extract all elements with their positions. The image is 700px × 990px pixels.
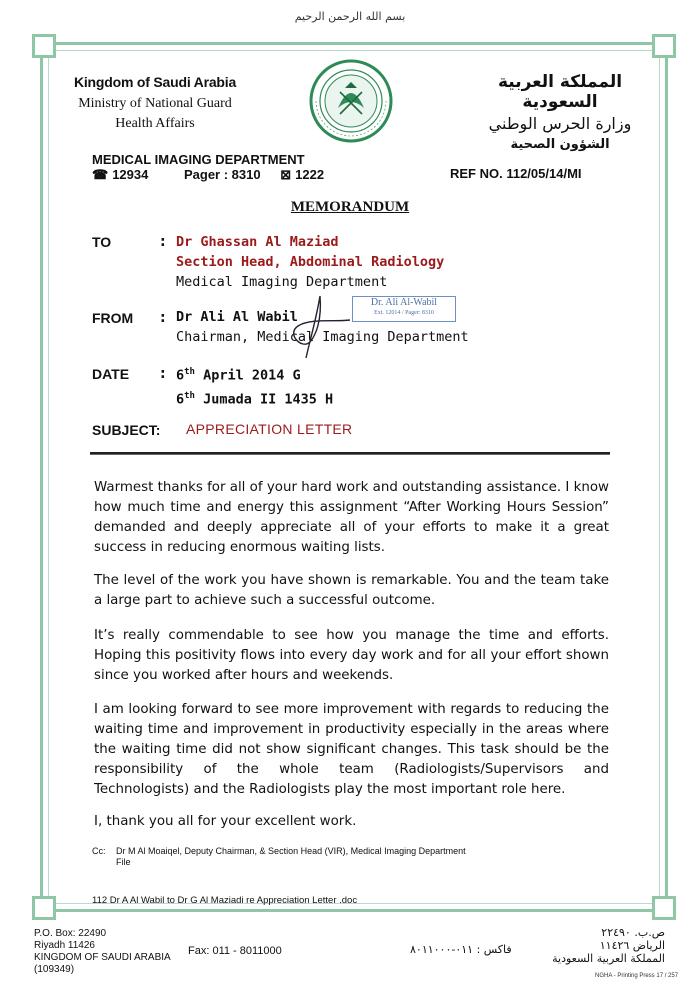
phone-number: ☎ 12934 <box>92 167 149 182</box>
border-corner-bottom-right <box>652 896 676 920</box>
ministry-name: Ministry of National Guard <box>78 96 232 111</box>
from-colon: : <box>160 310 166 326</box>
affairs-name-arabic: الشؤون الصحية <box>510 137 610 152</box>
sender-name: Dr Ali Al Wabil <box>176 309 298 325</box>
footer-pobox-arabic: ص.ب. ٢٢٤٩٠ <box>601 926 665 939</box>
stamp-contact: Ext. 12014 / Pager: 8310 <box>374 310 434 316</box>
recipient-name: Dr Ghassan Al Maziad <box>176 234 339 250</box>
national-guard-emblem-icon <box>308 58 394 144</box>
file-reference: 112 Dr A Al Wabil to Dr G Al Maziadi re Appreciation Letter .doc <box>92 895 358 906</box>
date-values <box>176 362 333 409</box>
cc-list <box>92 846 466 868</box>
subject-label: SUBJECT: <box>92 422 161 438</box>
date-hijri: 6th Jumada II 1435 H <box>176 390 334 407</box>
to-colon: : <box>160 234 166 250</box>
bismillah-calligraphy: بسم الله الرحمن الرحيم <box>294 10 406 23</box>
name-stamp <box>352 296 456 322</box>
reference-number: REF NO. 112/05/14/MI <box>450 166 582 181</box>
footer-pobox: P.O. Box: 22490 <box>34 928 107 939</box>
recipient-title: Section Head, Abdominal Radiology <box>176 254 445 270</box>
memo-title: MEMORANDUM <box>290 199 410 215</box>
ministry-name-arabic: وزارة الحرس الوطني <box>488 114 632 133</box>
border-corner-top-right <box>652 34 676 58</box>
contact-line <box>92 167 356 183</box>
footer-fax-arabic: فاكس : ٠١١-٨٠١١٠٠٠ <box>410 943 512 956</box>
recipient-department: Medical Imaging Department <box>176 274 388 290</box>
date-gregorian: 6th April 2014 G <box>176 367 301 384</box>
phone-icon: ☎ <box>92 167 109 182</box>
printing-press-note: NGHA - Printing Press 17 / 257 <box>595 973 679 979</box>
body-paragraph-4: I am looking forward to see more improvement with regards to reducing the waiting time and improvement in productivity especially in the areas where the waiting time did not show significant changes. This task should be the responsibility of the whole team (Radiologists/Supervisors and Technologists) and the Radiologists play the most important role here. <box>94 702 609 797</box>
department-name: MEDICAL IMAGING DEPARTMENT <box>92 152 305 167</box>
border-corner-bottom-left <box>32 896 56 920</box>
footer-fax-english: Fax: 011 - 8011000 <box>188 945 282 957</box>
date-colon: : <box>160 366 166 382</box>
letterhead-english <box>60 74 250 132</box>
handwritten-signature <box>276 290 356 362</box>
separator-rule <box>90 452 610 455</box>
stamp-name: Dr. Ali Al-Wabil <box>370 297 438 308</box>
cc-recipient: Dr M Al Moaiqel, Deputy Chairman, & Section Head (VIR), Medical Imaging Department <box>116 846 466 856</box>
cc-label: Cc: <box>92 846 106 856</box>
affairs-name: Health Affairs <box>115 116 195 131</box>
mail-icon: ⊠ <box>280 167 292 182</box>
cc-file: File <box>116 857 131 867</box>
body-paragraph-5: I, thank you all for your excellent work. <box>94 814 357 829</box>
sender-title: Chairman, Medical Imaging Department <box>176 329 469 345</box>
footer-code: (109349) <box>34 964 75 975</box>
footer-address-english <box>34 928 171 976</box>
country-name: Kingdom of Saudi Arabia <box>73 74 237 90</box>
letterhead-arabic <box>470 72 650 152</box>
body-paragraph-1: Warmest thanks for all of your hard work and outstanding assistance. I know how much time and energy this assignment “After Working Hours Session” demanded and deeply appreciate all of your efforts to make it a great success in reducing enormous waiting lists. <box>94 480 609 555</box>
footer-country: KINGDOM OF SAUDI ARABIA <box>34 952 171 963</box>
pager-number: Pager : 8310 <box>183 167 261 182</box>
footer-address-arabic <box>540 926 665 965</box>
body-paragraph-2: The level of the work you have shown is remarkable. You and the team take a large part to achieve such a successful outcome. <box>94 573 609 608</box>
to-recipient <box>176 232 444 292</box>
to-label: TO <box>92 234 112 250</box>
footer-city-arabic: الرياض ١١٤٢٦ <box>599 939 665 952</box>
from-label: FROM <box>92 310 134 326</box>
subject-text: APPRECIATION LETTER <box>186 421 353 437</box>
footer-city: Riyadh 11426 <box>34 940 95 951</box>
body-paragraph-3: It’s really commendable to see how you manage the time and efforts. Hoping this positivity flows into every day work and for all your effort shown since you worked after hours and weekends. <box>94 628 609 683</box>
footer-country-arabic: المملكة العربية السعودية <box>552 952 665 965</box>
date-label: DATE <box>92 366 130 382</box>
border-corner-top-left <box>32 34 56 58</box>
country-name-arabic: المملكة العربية السعودية <box>497 72 623 112</box>
mailbox-number: ⊠ 1222 <box>280 167 325 182</box>
